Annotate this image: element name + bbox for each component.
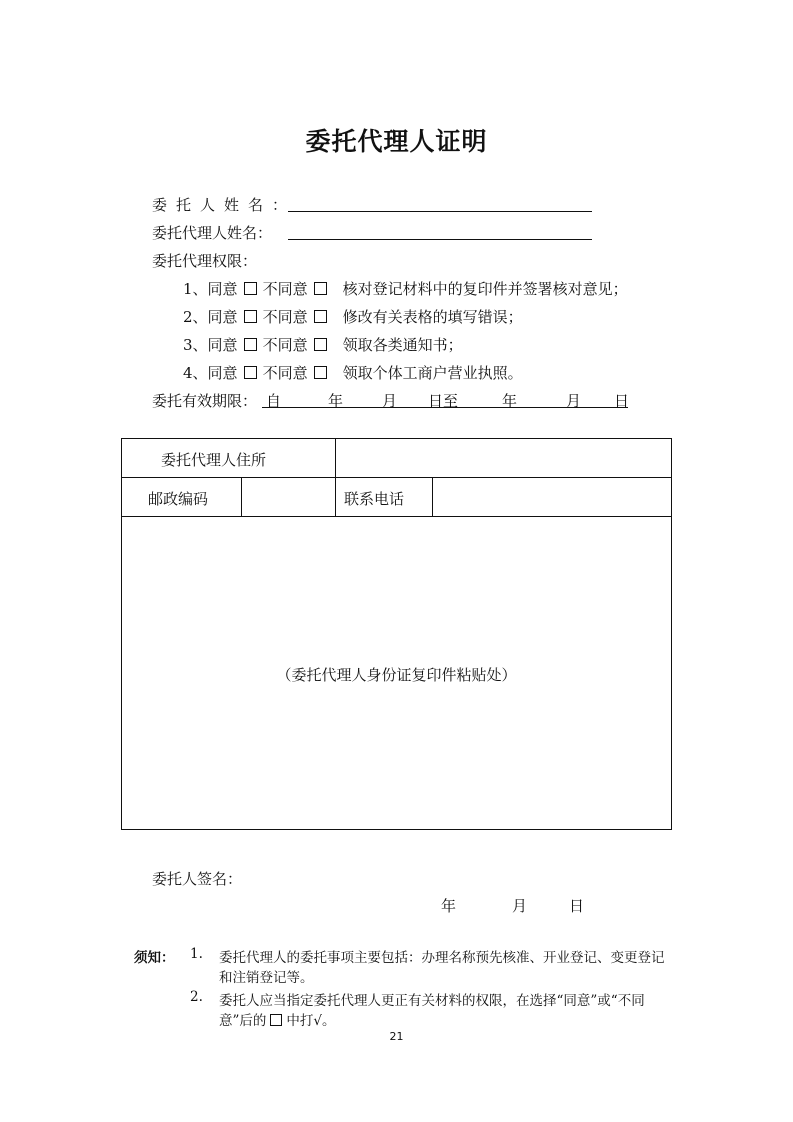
notes-heading: 须知： <box>134 950 175 966</box>
agree-checkbox[interactable] <box>244 338 257 351</box>
table-divider <box>241 477 242 516</box>
permission-number: 4、 <box>183 364 208 382</box>
table-divider <box>335 438 336 516</box>
signature-month: 月 <box>512 897 528 915</box>
permission-number: 2、 <box>183 308 208 326</box>
validity-from: 自 <box>266 392 282 410</box>
id-copy-placeholder: （委托代理人身份证复印件粘贴处） <box>276 666 517 684</box>
authority-label: 委托代理权限： <box>152 252 258 270</box>
note-2-line-1: 委托人应当指定委托代理人更正有关材料的权限，在选择“同意”或“不同 <box>219 993 645 1009</box>
permission-text: 核对登记材料中的复印件并签署核对意见； <box>342 280 628 298</box>
permission-row-4 <box>183 362 523 383</box>
disagree-label: 不同意 <box>262 364 308 382</box>
note-2-number: 2. <box>190 989 203 1005</box>
permission-text: 领取个体工商户营业执照。 <box>342 364 523 382</box>
validity-day-to: 日至 <box>428 392 459 410</box>
validity-year-end: 年 <box>502 392 518 410</box>
disagree-label: 不同意 <box>262 336 308 354</box>
page-title: 委托代理人证明 <box>305 127 488 156</box>
postal-code-field[interactable] <box>243 479 333 515</box>
agree-label: 同意 <box>207 308 238 326</box>
table-divider <box>121 477 672 478</box>
validity-month: 月 <box>382 392 398 410</box>
page-number: 21 <box>389 1030 404 1043</box>
signature-year: 年 <box>441 897 457 915</box>
validity-label: 委托有效期限： <box>152 392 258 410</box>
agree-label: 同意 <box>207 280 238 298</box>
table-divider <box>432 477 433 516</box>
note-1-line-1: 委托代理人的委托事项主要包括：办理名称预先核准、开业登记、变更登记 <box>219 950 665 966</box>
agree-checkbox[interactable] <box>244 310 257 323</box>
agent-address-label: 委托代理人住所 <box>161 451 267 469</box>
permission-number: 1、 <box>183 280 208 298</box>
disagree-checkbox[interactable] <box>314 310 327 323</box>
disagree-checkbox[interactable] <box>314 338 327 351</box>
principal-name-label <box>152 194 296 215</box>
signature-label: 委托人签名： <box>152 870 243 888</box>
disagree-checkbox[interactable] <box>314 282 327 295</box>
permission-row-2 <box>183 306 523 327</box>
permission-text: 领取各类通知书； <box>342 336 463 354</box>
phone-label: 联系电话 <box>344 490 405 508</box>
note-2-line-2 <box>219 1009 336 1029</box>
checkbox-symbol-icon <box>270 1014 282 1026</box>
agent-name-label: 委托代理人姓名： <box>152 224 273 242</box>
note-1-number: 1. <box>190 946 203 962</box>
agree-label: 同意 <box>207 336 238 354</box>
agent-address-field[interactable] <box>337 440 670 476</box>
disagree-label: 不同意 <box>262 308 308 326</box>
disagree-checkbox[interactable] <box>314 366 327 379</box>
table-divider <box>121 516 672 517</box>
permission-row-3 <box>183 334 463 355</box>
validity-day-end: 日 <box>614 392 630 410</box>
signature-day: 日 <box>569 897 585 915</box>
validity-year: 年 <box>328 392 344 410</box>
disagree-label: 不同意 <box>262 280 308 298</box>
note-1-line-2: 和注销登记等。 <box>219 970 314 986</box>
agree-label: 同意 <box>207 364 238 382</box>
principal-name-label-text: 委托人姓名： <box>152 196 297 214</box>
agent-name-field[interactable] <box>288 239 592 240</box>
principal-name-field[interactable] <box>288 211 592 212</box>
permission-row-1 <box>183 278 628 299</box>
postal-code-label: 邮政编码 <box>148 490 209 508</box>
agree-checkbox[interactable] <box>244 282 257 295</box>
phone-field[interactable] <box>434 479 670 515</box>
permission-text: 修改有关表格的填写错误； <box>342 308 523 326</box>
agree-checkbox[interactable] <box>244 366 257 379</box>
validity-month-end: 月 <box>566 392 582 410</box>
note-2-line-2-pre: 意”后的 <box>219 1013 267 1029</box>
permission-number: 3、 <box>183 336 208 354</box>
note-2-line-2-post: 中打√。 <box>286 1013 336 1029</box>
